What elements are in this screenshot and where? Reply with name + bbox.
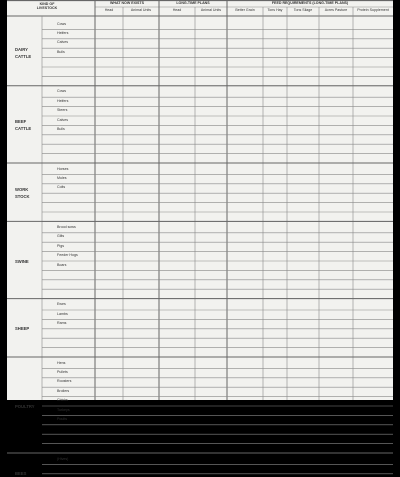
- livestock-item-label: Rams: [57, 320, 67, 325]
- livestock-item-label: Feeder Hogs: [57, 253, 78, 258]
- livestock-item-label: Hens: [57, 360, 66, 365]
- livestock-planning-form: [7, 0, 393, 477]
- subcolumn-header: Animal Units: [130, 7, 152, 12]
- livestock-item-label: Horses: [57, 166, 69, 171]
- livestock-item-label: Cows: [57, 21, 66, 26]
- kind-of-livestock-header: KIND OF LIVESTOCK: [36, 2, 58, 10]
- category-label: POULTRY: [15, 403, 35, 409]
- feed-requirements-header: FEED REQUIREMENTS (LONG-TIME PLANS): [271, 1, 349, 5]
- subcolumn-header: Tons Silage: [293, 7, 313, 12]
- category-label: BEES: [15, 471, 27, 477]
- form-grid: [7, 0, 393, 400]
- subcolumn-header: Acres Pasture: [324, 7, 348, 12]
- livestock-item-label: Brood sows: [57, 224, 76, 229]
- livestock-item-label: Steers: [57, 108, 68, 113]
- subcolumn-header: Protein Supplement: [357, 7, 389, 12]
- category-label: BEEF CATTLE: [15, 119, 32, 132]
- subcolumn-header: Animal Units: [200, 7, 222, 12]
- livestock-item-label: Heifers: [57, 30, 69, 35]
- subcolumn-header: Better Grain: [235, 7, 255, 12]
- livestock-item-label: Boars: [57, 262, 67, 267]
- what-now-exists-header: WHAT NOW EXISTS: [109, 1, 145, 5]
- livestock-item-label: Bulls: [57, 49, 65, 54]
- livestock-item-label: Roosters: [57, 379, 72, 384]
- category-label: SHEEP: [15, 326, 30, 332]
- livestock-item-label: Broilers: [57, 388, 70, 393]
- livestock-item-label: Pullets: [57, 369, 68, 374]
- livestock-item-label: Gilts: [57, 234, 65, 239]
- livestock-item-label: Lambs: [57, 311, 68, 316]
- category-label: SWINE: [15, 258, 29, 264]
- livestock-item-label: Calves: [57, 40, 68, 45]
- subcolumn-header: Tons Hay: [267, 7, 283, 12]
- livestock-item-label: Calves: [57, 117, 68, 122]
- livestock-item-label: Cows: [57, 89, 66, 94]
- category-label: WORK STOCK: [15, 187, 30, 200]
- livestock-item-label: Pigs: [57, 243, 64, 248]
- livestock-item-label: Ewes: [57, 302, 66, 307]
- subcolumn-header: Head: [172, 7, 182, 12]
- livestock-item-label: Mules: [57, 175, 67, 180]
- livestock-item-label: Turkeys: [57, 407, 70, 412]
- category-label: DAIRY CATTLE: [15, 46, 32, 59]
- livestock-item-label: Bulls: [57, 126, 65, 131]
- livestock-item-label: Chicks: [57, 398, 68, 403]
- livestock-item-label: Colts: [57, 185, 66, 190]
- livestock-item-label: Poults: [57, 416, 67, 421]
- subcolumn-header: Head: [104, 7, 114, 12]
- livestock-item-label: Heifers: [57, 98, 69, 103]
- livestock-item-label: (Hives): [57, 456, 69, 461]
- long-time-plans-header: LONG-TIME PLANS: [176, 1, 210, 5]
